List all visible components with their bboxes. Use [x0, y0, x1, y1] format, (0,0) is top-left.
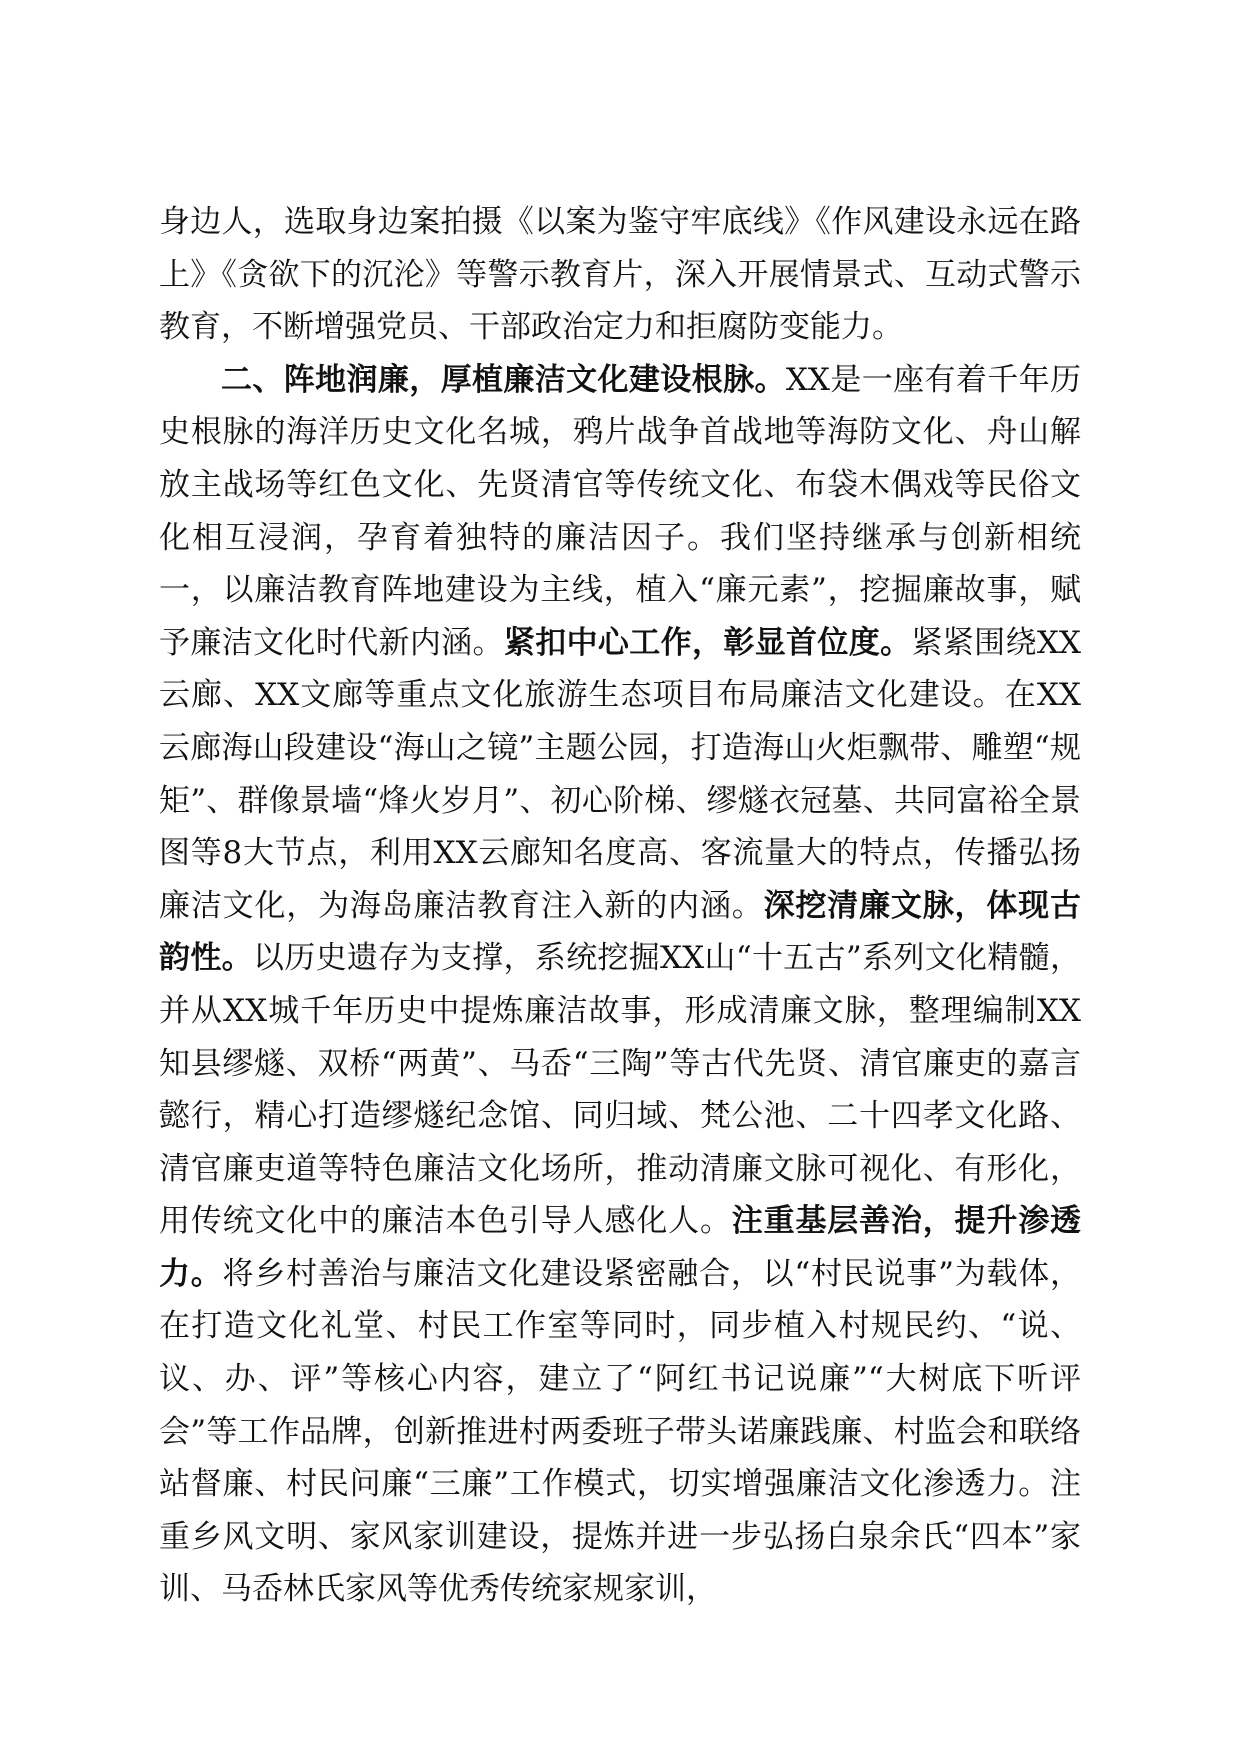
section-intro-text: XX是一座有着千年历史根脉的海洋历史文化名城，鸦片战争首战地等海防文化、舟山解放主战场等红色文化、先贤清官等传统文化、布袋木偶戏等民俗文化相互浸润，孕育着独特的廉洁因子。我们坚持继承与创新相统一，以廉洁教育阵地建设为主线，植入“廉元素”，挖掘廉故事，赋予廉洁文化时代新内涵。 [159, 361, 1081, 661]
section-heading: 二、阵地润廉，厚植廉洁文化建设根脉。 [221, 361, 786, 398]
subsection-text-culture: 以历史遗存为支撑，系统挖掘XX山“十五古”系列文化精髓，并从XX城千年历史中提炼廉洁故事，形成清廉文脉，整理编制XX知县缪燧、双桥“两黄”、马岙“三陶”等古代先贤、清官廉吏的嘉言懿行，精心打造缪燧纪念馆、同归域、梵公池、二十四孝文化路、清官廉吏道等特色廉洁文化场所，推动清廉文脉可视化、有形化，用传统文化中的廉洁本色引导人感化人。 [159, 940, 1081, 1240]
subsection-text-center-work: 紧紧围绕XX云廊、XX文廊等重点文化旅游生态项目布局廉洁文化建设。在XX云廊海山段建设“海山之镜”主题公园，打造海山火炬飘带、雕塑“规矩”、群像景墙“烽火岁月”、初心阶梯、缪燧衣冠墓、共同富裕全景图等8大节点，利用XX云廊知名度高、客流量大的特点，传播弘扬廉洁文化，为海岛廉洁教育注入新的内涵。 [159, 624, 1082, 924]
subsection-text-grassroots: 将乡村善治与廉洁文化建设紧密融合，以“村民说事”为载体，在打造文化礼堂、村民工作室等同时，同步植入村规民约、“说、议、办、评”等核心内容，建立了“阿红书记说廉”“大树底下听评会”等工作品牌，创新推进村两委班子带头诺廉践廉、村监会和联络站督廉、村民问廉“三廉”工作模式，切实增强廉洁文化渗透力。注重乡风文明、家风家训建设，提炼并进一步弘扬白泉余氏“四本”家训、马岙林氏家风等优秀传统家规家训， [159, 1255, 1081, 1608]
subsection-title-grassroots: 注重基层善治，提升渗透力。 [159, 1203, 1082, 1292]
subsection-title-center-work: 紧扣中心工作，彰显首位度。 [503, 624, 912, 661]
document-page [159, 196, 1081, 1616]
paragraph-warning-education: 身边人，选取身边案拍摄《以案为鉴守牢底线》《作风建设永远在路上》《贪欲下的沉沦》等警示教育片，深入开展情景式、互动式警示教育，不断增强党员、干部政治定力和拒腐防变能力。 [159, 204, 1081, 346]
subsection-title-culture: 深挖清廉文脉，体现古韵性。 [159, 887, 1082, 977]
paragraph-section-two [159, 354, 1081, 1616]
